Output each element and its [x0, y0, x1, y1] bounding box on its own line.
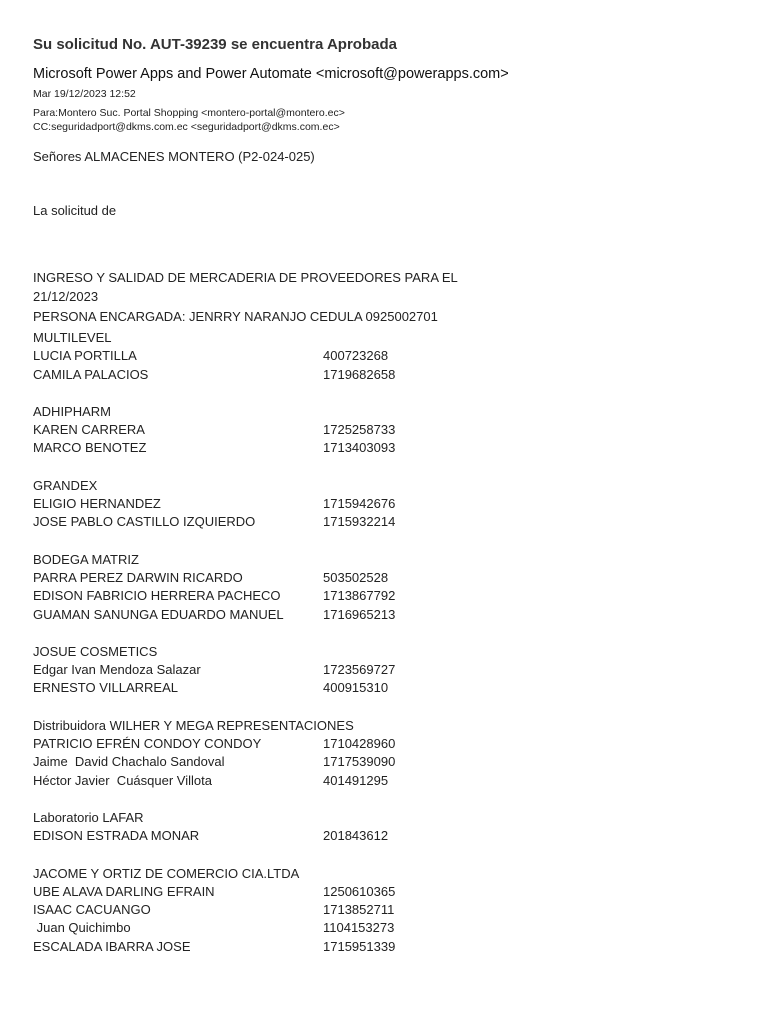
person-row [33, 772, 633, 790]
person-id-number: 1713403093 [323, 440, 396, 456]
person-name: JOSE PABLO CASTILLO IZQUIERDO [33, 514, 256, 530]
person-row [33, 421, 633, 439]
person-row [33, 827, 633, 845]
person-name: Héctor Javier Cuásquer Villota [33, 772, 212, 788]
provider-name-text: JACOME Y ORTIZ DE COMERCIO CIA.LTDA [33, 865, 300, 881]
email-intro: La solicitud de [33, 203, 117, 218]
provider-name-text: BODEGA MATRIZ [33, 551, 139, 567]
request-heading-line-2: 21/12/2023 [33, 289, 99, 304]
email-subject: Su solicitud No. AUT-39239 se encuentra Aprobada [33, 36, 397, 53]
group-spacer [33, 458, 633, 477]
group-spacer [33, 624, 633, 643]
provider-group-name [33, 477, 633, 495]
provider-group-name [33, 809, 633, 827]
person-id-number: 1715942676 [323, 496, 396, 512]
person-id-number: 401491295 [323, 772, 389, 788]
provider-name-text: ADHIPHARM [33, 403, 112, 419]
provider-name-text: GRANDEX [33, 477, 98, 493]
person-id-number: 503502528 [323, 569, 389, 585]
person-id-number: 1715932214 [323, 514, 396, 530]
person-row [33, 901, 633, 919]
provider-list [33, 329, 633, 956]
person-row [33, 753, 633, 771]
person-id-number: 201843612 [323, 828, 389, 844]
person-row [33, 883, 633, 901]
provider-group-name [33, 717, 633, 735]
person-row [33, 366, 633, 384]
email-recipient-cc[interactable]: CC:seguridadport@dkms.com.ec <seguridadport@dkms.com.ec> [33, 121, 340, 133]
person-row [33, 919, 633, 937]
person-name: CAMILA PALACIOS [33, 366, 149, 382]
group-spacer [33, 698, 633, 717]
person-id-number: 1715951339 [323, 938, 396, 954]
provider-name-text: JOSUE COSMETICS [33, 643, 158, 659]
person-id-number: 1725258733 [323, 422, 396, 438]
provider-name-text: Laboratorio LAFAR [33, 809, 144, 825]
person-row [33, 661, 633, 679]
person-id-number: 1716965213 [323, 606, 396, 622]
person-id-number: 1250610365 [323, 883, 396, 899]
person-id-number: 1719682658 [323, 366, 396, 382]
person-id-number: 1104153273 [323, 920, 395, 936]
group-spacer [33, 846, 633, 865]
person-id-number: 1713867792 [323, 588, 396, 604]
person-name: PARRA PEREZ DARWIN RICARDO [33, 569, 243, 585]
person-row [33, 679, 633, 697]
email-date: Mar 19/12/2023 12:52 [33, 88, 136, 100]
person-name: ISAAC CACUANGO [33, 902, 151, 918]
person-id-number: 1723569727 [323, 662, 396, 678]
person-row [33, 347, 633, 365]
person-name: MARCO BENOTEZ [33, 440, 147, 456]
person-row [33, 495, 633, 513]
group-spacer [33, 790, 633, 809]
person-name: Juan Quichimbo [33, 920, 131, 936]
person-id-number: 1713852711 [323, 902, 395, 918]
person-row [33, 569, 633, 587]
person-name: KAREN CARRERA [33, 422, 145, 438]
email-greeting: Señores ALMACENES MONTERO (P2-024-025) [33, 149, 315, 164]
person-name: UBE ALAVA DARLING EFRAIN [33, 883, 215, 899]
person-name: EDISON FABRICIO HERRERA PACHECO [33, 588, 281, 604]
group-spacer [33, 384, 633, 403]
person-row [33, 587, 633, 605]
person-name: Edgar Ivan Mendoza Salazar [33, 662, 201, 678]
person-name: Jaime David Chachalo Sandoval [33, 754, 225, 770]
person-id-number: 1710428960 [323, 736, 396, 752]
group-spacer [33, 532, 633, 551]
person-name: GUAMAN SANUNGA EDUARDO MANUEL [33, 606, 284, 622]
email-recipient-to[interactable]: Para:Montero Suc. Portal Shopping <montero-portal@montero.ec> [33, 107, 345, 119]
person-name: EDISON ESTRADA MONAR [33, 828, 200, 844]
person-id-number: 1717539090 [323, 754, 396, 770]
person-id-number: 400723268 [323, 348, 389, 364]
person-id-number: 400915310 [323, 680, 389, 696]
provider-group-name [33, 865, 633, 883]
person-row [33, 513, 633, 531]
provider-group-name [33, 643, 633, 661]
provider-group-name [33, 551, 633, 569]
person-row [33, 735, 633, 753]
request-heading-line-1: INGRESO Y SALIDAD DE MERCADERIA DE PROVEEDORES PARA EL [33, 270, 458, 285]
person-name: PATRICIO EFRÉN CONDOY CONDOY [33, 736, 262, 752]
provider-name-text: MULTILEVEL [33, 330, 112, 345]
provider-group-name [33, 403, 633, 421]
provider-group-name [33, 329, 633, 347]
person-name: ELIGIO HERNANDEZ [33, 496, 161, 512]
responsible-person: PERSONA ENCARGADA: JENRRY NARANJO CEDULA 0925002701 [33, 309, 438, 324]
person-name: ESCALADA IBARRA JOSE [33, 938, 191, 954]
person-row [33, 606, 633, 624]
email-sender[interactable]: Microsoft Power Apps and Power Automate <microsoft@powerapps.com> [33, 66, 509, 82]
person-name: ERNESTO VILLARREAL [33, 680, 178, 696]
provider-name-text: Distribuidora WILHER Y MEGA REPRESENTACIONES [33, 717, 354, 733]
person-name: LUCIA PORTILLA [33, 348, 137, 364]
person-row [33, 439, 633, 457]
person-row [33, 938, 633, 956]
